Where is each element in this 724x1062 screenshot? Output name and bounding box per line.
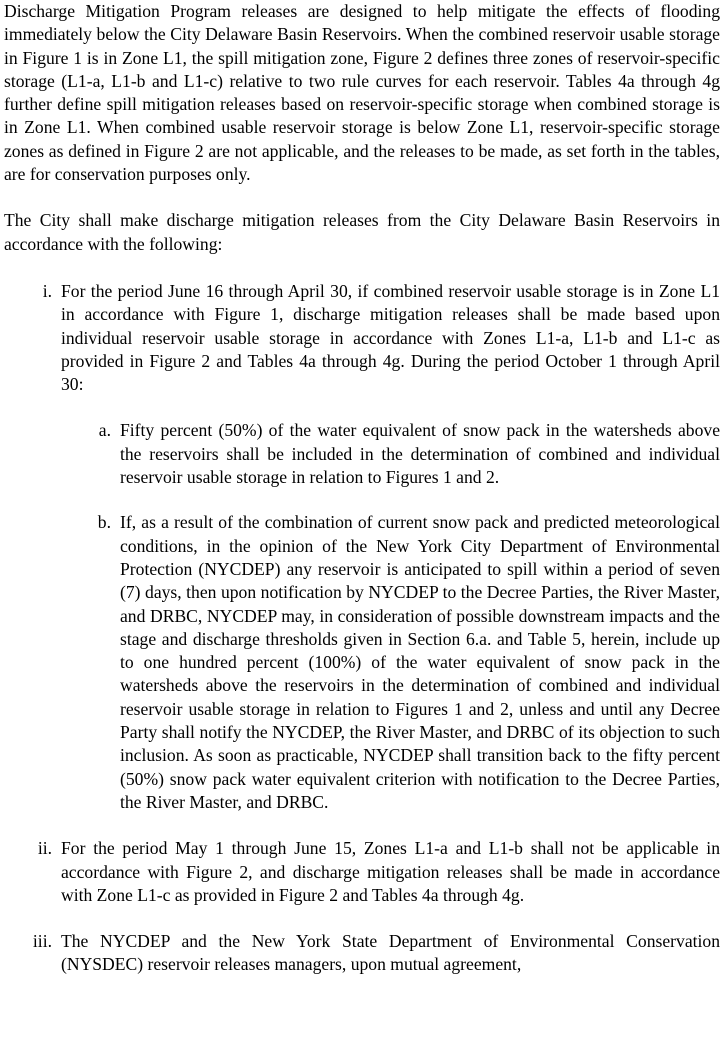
list-item-ii: [4, 837, 720, 907]
list-item-text: The NYCDEP and the New York State Department of Environmental Conservation (NYSDEC) reservoir releases managers, upon mutual agreement,: [61, 931, 720, 975]
snow-pack-sublist: [61, 419, 720, 814]
sublist-item-text: Fifty percent (50%) of the water equivalent of snow pack in the watersheds above the reservoirs shall be included in the determination of combined and individual reservoir usable storage in relation to Figures 1 and 2.: [120, 420, 720, 488]
sublist-marker: b.: [97, 512, 111, 533]
sublist-item-b: [61, 511, 720, 814]
list-item-i: [4, 280, 720, 814]
list-item-text: For the period June 16 through April 30, if combined reservoir usable storage is in Zone L1 in accordance with Figure 1, discharge mitigation releases shall be made based upon individual reservoir usable storage in accordance with Zones L1-a, L1-b and L1-c as provided in Figure 2 and Tables 4a through 4g. During the period October 1 through April 30:: [61, 280, 720, 395]
list-item-iii: [4, 930, 720, 977]
sublist-item-text: If, as a result of the combination of current snow pack and predicted meteorological conditions, in the opinion of the New York City Department of Environmental Protection (NYCDEP) any reservoir is anticipated to spill within a period of seven (7) days, then upon notification by NYCDEP to the Decree Parties, the River Master, and DRBC, NYCDEP may, in consideration of possible downstream impacts and the stage and discharge thresholds given in Section 6.a. and Table 5, herein, include up to one hundred percent (100%) of the water equivalent of snow pack in the watersheds above the reservoirs in the determination of combined and individual reservoir usable storage in relation to Figures 1 and 2, unless and until any Decree Party shall notify the NYCDEP, the River Master, and DRBC of its objection to such inclusion. As soon as practicable, NYCDEP shall transition back to the fifty percent (50%) snow pack water equivalent criterion with notification to the Decree Parties, the River Master, and DRBC.: [120, 512, 720, 812]
list-marker: ii.: [37, 838, 52, 859]
sublist-item-a: [61, 419, 720, 489]
lead-paragraph: The City shall make discharge mitigation releases from the City Delaware Basin Reservoirs in accordance with the following:: [4, 210, 720, 254]
release-conditions-list: [4, 280, 720, 977]
sublist-marker: a.: [98, 420, 111, 441]
list-marker: i.: [42, 280, 52, 301]
list-item-text: For the period May 1 through June 15, Zones L1-a and L1-b shall not be applicable in accordance with Figure 2, and discharge mitigation releases shall be made in accordance with Zone L1-c as provided in Figure 2 and Tables 4a through 4g.: [61, 838, 720, 905]
document-page: [4, 0, 720, 1000]
list-marker: iii.: [32, 931, 52, 952]
intro-paragraph: Discharge Mitigation Program releases are designed to help mitigate the effects of flooding immediately below the City Delaware Basin Reservoirs. When the combined reservoir usable storage in Figure 1 is in Zone L1, the spill mitigation zone, Figure 2 defines three zones of reservoir-specific storage (L1-a, L1-b and L1-c) relative to two rule curves for each reservoir. Tables 4a through 4g further define spill mitigation releases based on reservoir-specific storage when combined storage is in Zone L1. When combined usable reservoir storage is below Zone L1, reservoir-specific storage zones as defined in Figure 2 are not applicable, and the releases to be made, as set forth in the tables, are for conservation purposes only.: [4, 1, 720, 185]
